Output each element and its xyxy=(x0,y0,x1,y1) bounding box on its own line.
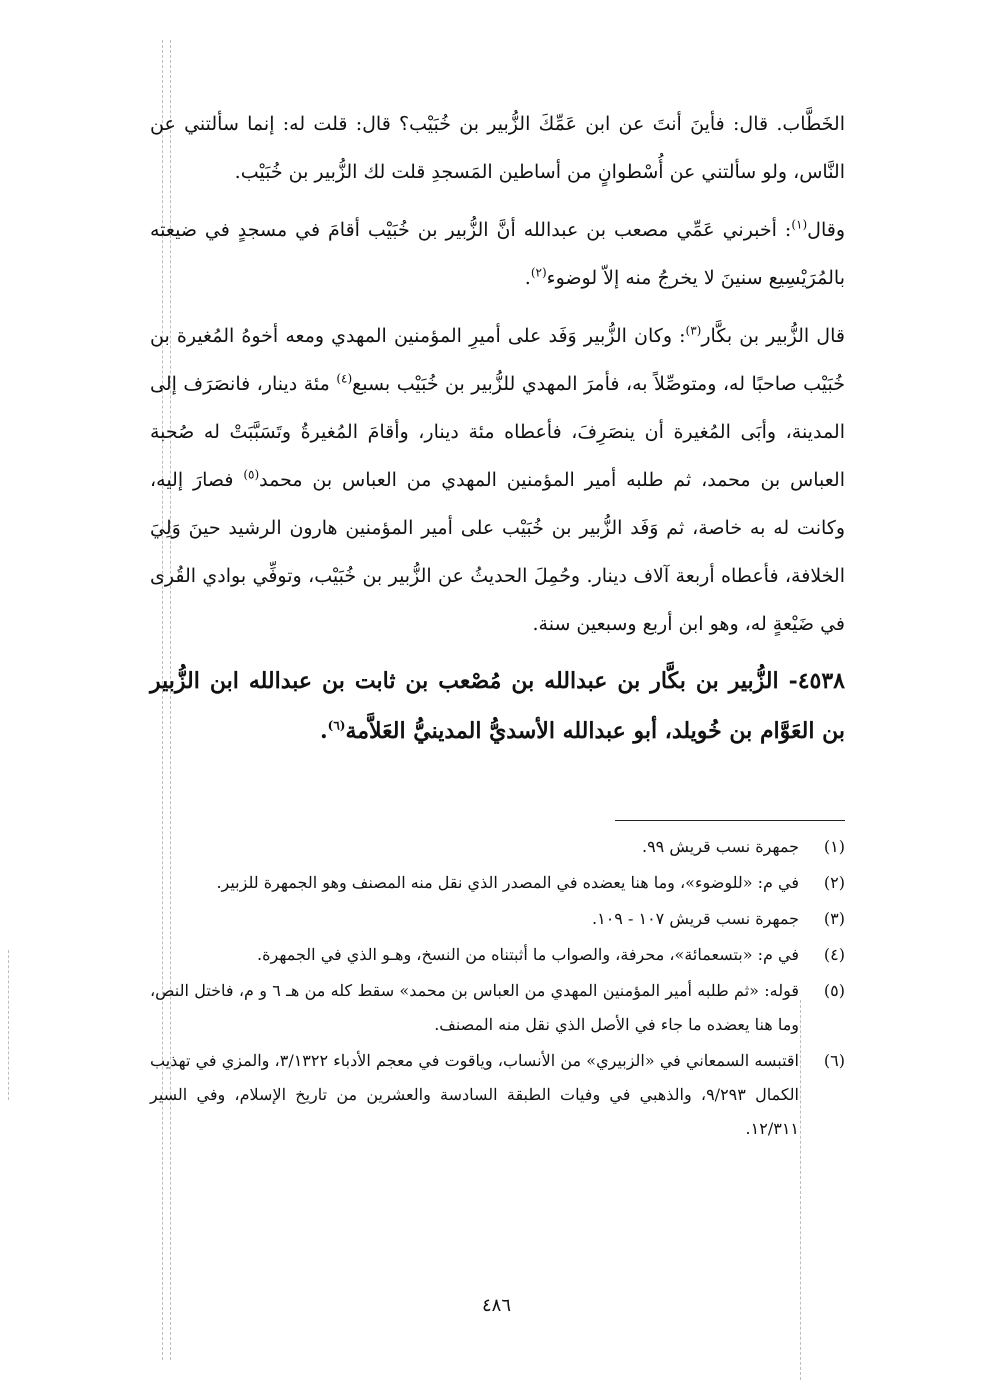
biography-entry-heading xyxy=(150,656,845,756)
footnote-number: (٤) xyxy=(823,945,845,964)
footnote-text: قوله: «ثم طلبه أمير المؤمنين المهدي من العباس بن محمد» سقط كله من هـ ٦ و م، فاختل النص، وما هنا يعضده ما جاء في الأصل الذي نقل منه المصنف. xyxy=(150,981,799,1034)
footnote-separator xyxy=(615,820,845,821)
footnote-ref: (١) xyxy=(791,217,808,232)
footnote xyxy=(150,866,845,900)
text-run: قال الزُّبير بن بكَّار xyxy=(701,325,845,347)
footnote-text: جمهرة نسب قريش ١٠٧ - ١٠٩. xyxy=(592,909,799,928)
footnote-ref: (٥) xyxy=(243,467,260,482)
footnote-number: (٢) xyxy=(823,873,845,892)
footnote-number: (٣) xyxy=(823,909,845,928)
body-paragraph xyxy=(150,312,845,648)
footnote-number: (٦) xyxy=(823,1051,845,1070)
footnotes xyxy=(150,830,845,1146)
text-run: الخَطَّاب. قال: فأينَ أنتَ عن ابن عَمِّكَ الزُّبير بن خُبَيْب؟ قال: قلت له: إنما سألتني عن النَّاس، ولو سألتني عن أُسْطوانٍ من أساطين المَسجدِ قلت لك الزُّبير بن خُبَيْب. xyxy=(150,113,845,183)
text-run: وقال xyxy=(807,219,845,241)
text-run: فصارَ إليه، وكانت له به خاصة، ثم وَفَد الزُّبير بن خُبَيْب على أمير المؤمنين هارون الرشيد حينَ وَلِيَ الخلافة، فأعطاه أربعة آلاف دينار. وحُمِلَ الحديثُ عن الزُّبير بن خُبَيْب، وتوفِّي بوادي القُرى في ضَيْعةٍ له، وهو ابن أربع وسبعين سنة. xyxy=(150,469,845,635)
text-run: مئة دينار، فانصَرَف إلى المدينة، وأبَى المُغيرة أن ينصَرِفَ، فأعطاه مئة دينار، وأقامَ المُغيرةُ وتَسَبَّبَتْ له صُحبة العباس بن محمد، ثم طلبه أمير المؤمنين المهدي من العباس بن محمد xyxy=(150,373,845,491)
text-run: : أخبرني عَمِّي مصعب بن عبدالله أنَّ الزُّبير بن خُبَيْب أقامَ في مسجدٍ في ضيعته بالمُرَيْسِيع سنينَ لا يخرجُ منه إلاّ لوضوء xyxy=(150,219,845,289)
text-run: : وكان الزُّبير وَفَد على أميرِ المؤمنين المهدي ومعه أخوهُ المُغيرة بن خُبَيْب صاحبًا له، ومتوصِّلاً به، فأمرَ المهدي للزُّبير بن خُبَيْب بسبع xyxy=(150,325,846,395)
footnote-ref: (٤) xyxy=(336,371,353,386)
footnote-ref: (٦) xyxy=(327,718,346,733)
footnote xyxy=(150,974,845,1042)
footnote-ref: (٢) xyxy=(530,265,547,280)
body-paragraph xyxy=(150,100,845,196)
footnote-number: (٥) xyxy=(823,981,845,1000)
footnote-text: اقتبسه السمعاني في «الزبيري» من الأنساب، وياقوت في معجم الأدباء ٣/١٣٢٢، والمزي في تهذيب الكمال ٩/٢٩٣، والذهبي في وفيات الطبقة السادسة والعشرين من تاريخ الإسلام، وفي السير ١٢/٣١١. xyxy=(150,1051,799,1138)
scan-artifact-line xyxy=(8,950,9,1100)
footnote xyxy=(150,1044,845,1146)
footnote-text: جمهرة نسب قريش ٩٩. xyxy=(641,837,799,856)
text-run: . xyxy=(524,267,531,289)
footnote-text: في م: «للوضوء»، وما هنا يعضده في المصدر الذي نقل منه المصنف وهو الجمهرة للزبير. xyxy=(216,873,799,892)
footnote-ref: (٣) xyxy=(685,323,702,338)
footnote xyxy=(150,830,845,864)
footnote xyxy=(150,902,845,936)
main-text xyxy=(150,100,845,756)
page-number: ٤٨٦ xyxy=(481,1295,511,1316)
footnote-number: (١) xyxy=(823,837,845,856)
text-run: ٤٥٣٨- الزُّبير بن بكَّار بن عبدالله بن مُصْعب بن ثابت بن عبدالله ابن الزُّبير بن العَوَّام بن خُويلد، أبو عبدالله الأسديُّ المدينيُّ العَلاَّمة xyxy=(150,668,845,744)
body-paragraph xyxy=(150,206,845,302)
footnote xyxy=(150,938,845,972)
text-run: . xyxy=(319,718,328,744)
footnote-text: في م: «بتسعمائة»، محرفة، والصواب ما أثبتناه من النسخ، وهـو الذي في الجمهرة. xyxy=(257,945,799,964)
